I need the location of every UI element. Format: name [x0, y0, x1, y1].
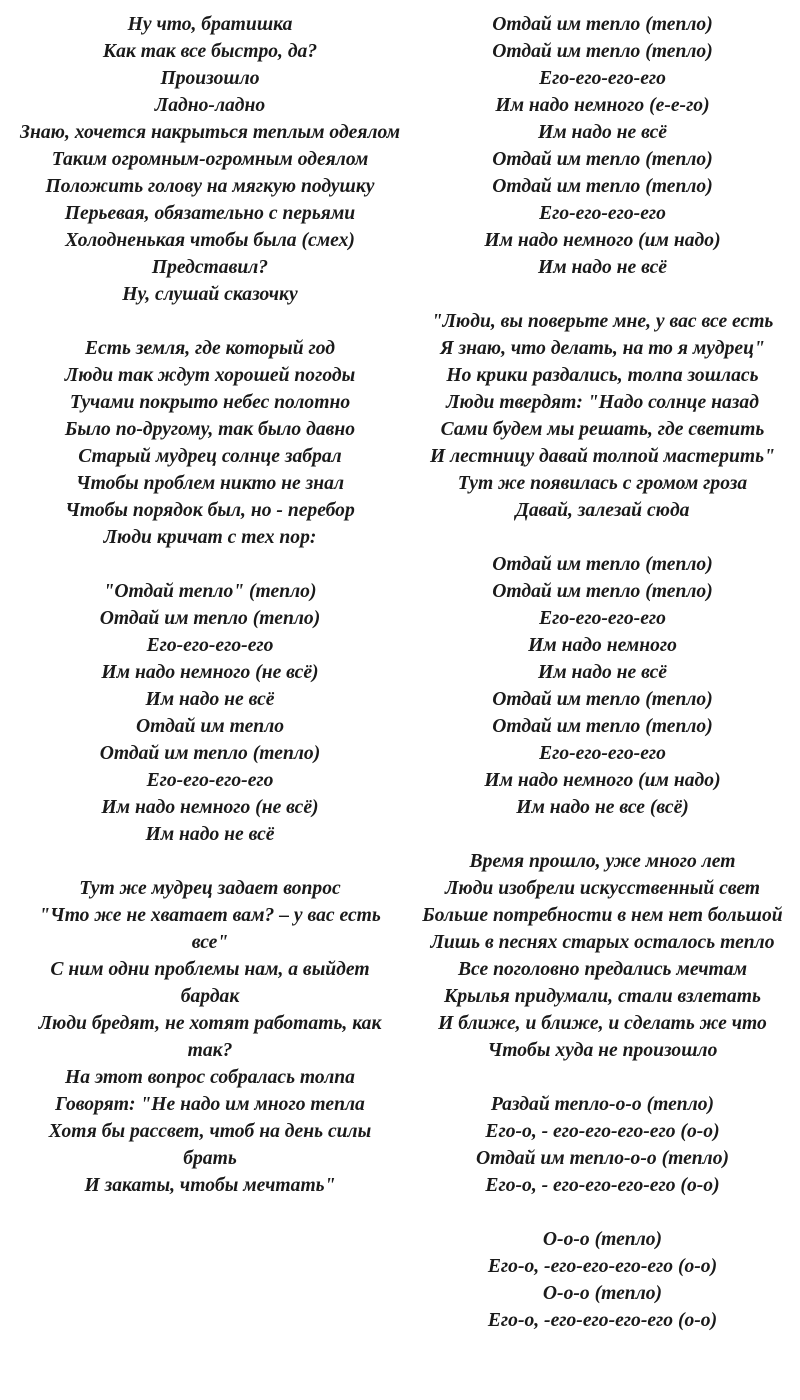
lyric-line: Его-о, -его-его-его-его (о-о)	[487, 1256, 718, 1277]
lyric-line: Отдай им тепло (тепло)	[99, 608, 321, 629]
lyric-line: Люди бредят, не хотят работать, как так?	[38, 1013, 382, 1061]
lyric-line: Положить голову на мягкую подушку	[45, 176, 375, 197]
stanza	[20, 335, 400, 551]
lyric-line: Таким огромным-огромным одеялом	[51, 149, 369, 170]
lyric-line: Отдай им тепло	[135, 716, 285, 737]
lyric-line: Представил?	[151, 257, 269, 278]
lyric-line: Люди кричат с тех пор:	[103, 527, 317, 548]
stanza	[405, 1226, 800, 1334]
lyric-line: Время прошло, уже много лет	[469, 851, 736, 872]
lyric-line: Крылья придумали, стали взлетать	[444, 986, 761, 1007]
lyric-line: Все поголовно предались мечтам	[457, 959, 748, 980]
lyric-line: Отдай им тепло (тепло)	[492, 41, 713, 62]
lyric-line: Как так все быстро, да?	[102, 41, 318, 62]
lyric-line: Хотя бы рассвет, чтоб на день силы брать	[48, 1121, 372, 1169]
lyric-line: Его-его-его-его	[539, 743, 666, 764]
lyric-line: "Отдай тепло" (тепло)	[103, 581, 317, 602]
lyric-line: Больше потребности в нем нет большой	[422, 905, 783, 926]
lyric-line: Было по-другому, так было давно	[64, 419, 356, 440]
lyric-line: Есть земля, где который год	[84, 338, 336, 359]
lyric-line: Его-о, -его-его-его-его (о-о)	[487, 1310, 718, 1331]
lyric-line: Ну что, братишка	[127, 14, 293, 35]
lyric-line: Знаю, хочется накрыться теплым одеялом	[20, 122, 401, 143]
lyric-line: Отдай им тепло (тепло)	[492, 14, 713, 35]
lyrics-column-left	[20, 11, 400, 1199]
lyric-line: Перьевая, обязательно с перьями	[64, 203, 356, 224]
lyric-line: Люди твердят: "Надо солнце назад	[446, 392, 759, 413]
lyric-line: Отдай им тепло (тепло)	[492, 149, 713, 170]
lyric-line: И ближе, и ближе, и сделать же что	[438, 1013, 767, 1034]
lyric-line: "Что же не хватает вам? – у вас есть все"	[39, 905, 381, 953]
lyric-line: Им надо немного (не всё)	[101, 662, 319, 683]
lyric-line: Им надо не всё	[537, 122, 667, 143]
lyric-line: Давай, залезай сюда	[515, 500, 690, 521]
stanza	[405, 11, 800, 281]
lyric-line: Им надо немного (им надо)	[484, 230, 721, 251]
lyric-line: Отдай им тепло-о-о (тепло)	[475, 1148, 730, 1169]
lyrics-column-right	[405, 11, 800, 1334]
lyric-line: Им надо не всё	[145, 824, 275, 845]
lyric-line: Сами будем мы решать, где светить	[440, 419, 765, 440]
lyric-line: Говорят: "Не надо им много тепла	[55, 1094, 365, 1115]
lyric-line: Но крики раздались, толпа зошлась	[446, 365, 759, 386]
lyric-line: Тут же появилась с громом гроза	[457, 473, 748, 494]
lyric-line: Люди так ждут хорошей погоды	[64, 365, 356, 386]
lyric-line: Его-его-его-его	[539, 608, 666, 629]
lyric-line: Им надо немного (е-е-го)	[495, 95, 710, 116]
lyric-line: Тучами покрыто небес полотно	[69, 392, 351, 413]
lyric-line: Ну, слушай сказочку	[122, 284, 298, 305]
lyric-line: О-о-о (тепло)	[542, 1283, 663, 1304]
lyric-line: Им надо немного (им надо)	[484, 770, 721, 791]
stanza	[405, 551, 800, 821]
lyric-line: Им надо не всё	[537, 257, 667, 278]
lyric-line: Чтобы худа не произошло	[487, 1040, 718, 1061]
lyric-line: Ладно-ладно	[154, 95, 266, 116]
lyric-line: И лестницу давай толпой мастерить"	[429, 446, 775, 467]
lyric-line: Тут же мудрец задает вопрос	[79, 878, 341, 899]
lyric-line: Его-его-его-его	[539, 68, 666, 89]
stanza	[405, 308, 800, 524]
lyric-line: Лишь в песнях старых осталось тепло	[430, 932, 775, 953]
lyric-line: Отдай им тепло (тепло)	[492, 176, 713, 197]
lyric-line: Им надо не всё	[537, 662, 667, 683]
lyric-line: Холодненькая чтобы была (смех)	[65, 230, 355, 251]
lyric-line: С ним одни проблемы нам, а выйдет бардак	[50, 959, 370, 1007]
lyric-line: Им надо немного (не всё)	[101, 797, 319, 818]
stanza	[405, 1091, 800, 1199]
lyric-line: Его-о, - его-его-его-его (о-о)	[485, 1175, 720, 1196]
lyric-line: На этот вопрос собралась толпа	[65, 1067, 355, 1088]
lyric-line: "Люди, вы поверьте мне, у вас все есть	[431, 311, 774, 332]
lyric-line: Им надо не все (всё)	[516, 797, 689, 818]
lyric-line: Его-его-его-его	[539, 203, 666, 224]
lyric-line: Отдай им тепло (тепло)	[492, 554, 713, 575]
lyric-line: Его-о, - его-его-его-его (о-о)	[485, 1121, 720, 1142]
lyric-line: Люди изобрели искусственный свет	[444, 878, 761, 899]
lyric-line: Я знаю, что делать, на то я мудрец"	[440, 338, 765, 359]
lyric-line: Отдай им тепло (тепло)	[99, 743, 321, 764]
lyric-line: О-о-о (тепло)	[542, 1229, 663, 1250]
stanza	[20, 11, 400, 308]
lyric-line: Его-его-его-его	[146, 770, 274, 791]
lyric-line: Чтобы проблем никто не знал	[75, 473, 345, 494]
lyric-line: Отдай им тепло (тепло)	[492, 581, 713, 602]
lyric-line: Его-его-его-его	[146, 635, 274, 656]
stanza	[20, 875, 400, 1199]
stanza	[20, 578, 400, 848]
stanza	[405, 848, 800, 1064]
lyric-line: Отдай им тепло (тепло)	[492, 716, 713, 737]
lyric-line: Чтобы порядок был, но - перебор	[65, 500, 355, 521]
lyric-line: Отдай им тепло (тепло)	[492, 689, 713, 710]
lyric-line: Раздай тепло-о-о (тепло)	[490, 1094, 715, 1115]
lyric-line: Произошло	[160, 68, 260, 89]
lyric-line: Им надо не всё	[145, 689, 275, 710]
lyric-line: Им надо немного	[528, 635, 677, 656]
lyric-line: Старый мудрец солнце забрал	[78, 446, 342, 467]
lyric-line: И закаты, чтобы мечтать"	[84, 1175, 336, 1196]
